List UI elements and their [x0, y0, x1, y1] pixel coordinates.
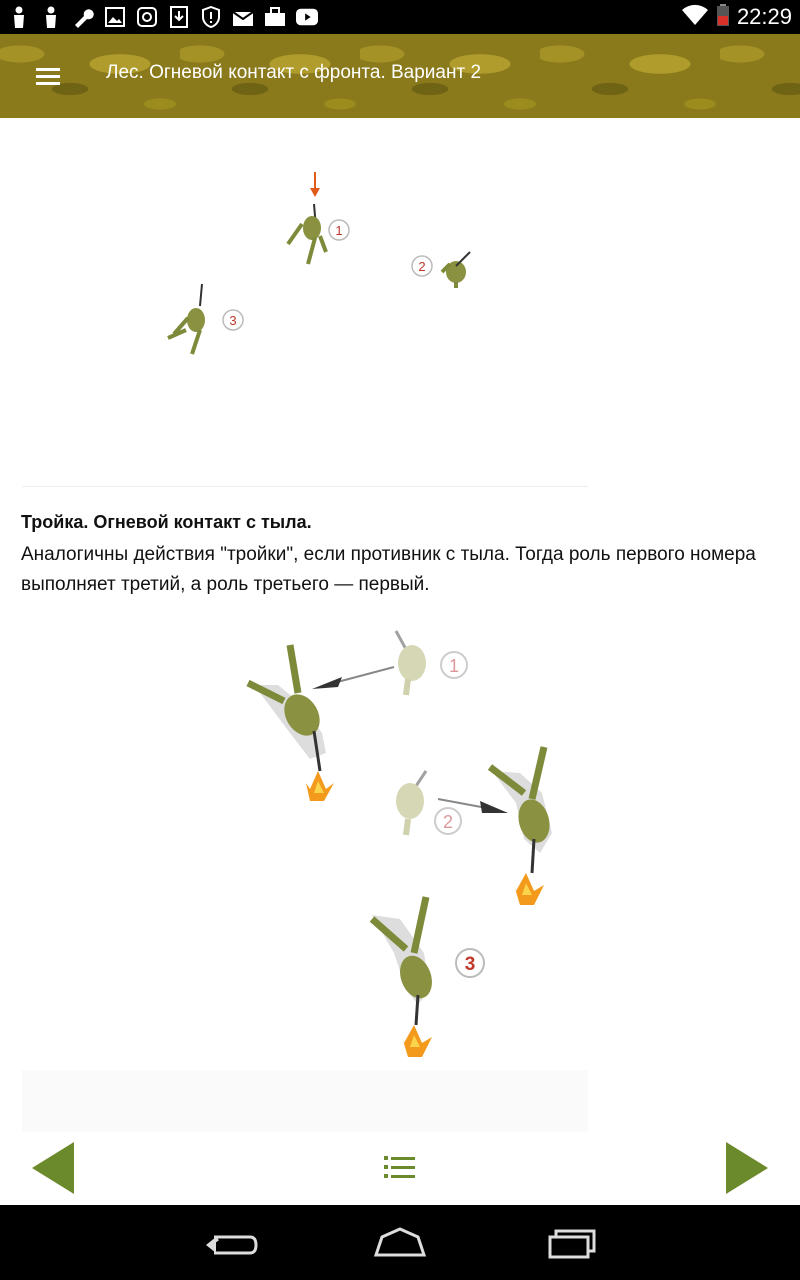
soldier-left	[248, 645, 334, 801]
section-body: Аналогичны действия "тройки", если противник с тыла. Тогда роль первого номера выполняет третий, а роль третьего — первый.	[21, 544, 756, 595]
briefcase-icon	[264, 6, 286, 28]
marker-2	[412, 256, 432, 276]
article-content	[0, 118, 800, 1140]
clock: 22:29	[736, 4, 792, 29]
soldier-2	[442, 252, 470, 288]
content-footer-box	[22, 1070, 588, 1132]
download-icon	[168, 6, 190, 28]
marker-3	[223, 310, 243, 330]
shield-icon	[200, 6, 222, 28]
section-title: Тройка. Огневой контакт с тыла.	[21, 512, 312, 532]
soldier-3	[372, 897, 438, 1057]
home-icon[interactable]	[370, 1225, 430, 1261]
soldier-1-faded	[396, 631, 426, 695]
recents-icon[interactable]	[542, 1225, 602, 1261]
svg-text:3: 3	[229, 313, 237, 328]
formation-diagram-front	[150, 168, 500, 468]
notification-icons	[8, 4, 328, 30]
svg-text:3: 3	[464, 954, 476, 975]
page-title: Лес. Огневой контакт с фронта. Вариант 2	[106, 62, 482, 83]
soldier-2-faded	[396, 771, 426, 835]
wrench-icon	[72, 6, 94, 28]
soldier-1	[288, 204, 326, 264]
arrow-left-icon[interactable]	[30, 1140, 76, 1196]
formation-diagram-rear	[230, 623, 590, 1063]
app-toolbar	[0, 34, 800, 118]
soldier-3	[168, 284, 205, 354]
svg-text:2: 2	[418, 259, 426, 274]
back-icon[interactable]	[200, 1225, 260, 1261]
arrow-right-icon[interactable]	[724, 1140, 770, 1196]
image-icon	[104, 6, 126, 28]
divider	[22, 486, 588, 487]
system-navigation-bar	[0, 1205, 800, 1280]
hamburger-icon[interactable]	[30, 60, 66, 92]
soldier-right	[490, 747, 554, 905]
list-icon[interactable]	[382, 1150, 418, 1186]
svg-text:2: 2	[442, 812, 454, 832]
person-icon	[8, 6, 30, 28]
youtube-icon	[296, 6, 318, 28]
status-right	[681, 0, 792, 34]
marker-1	[329, 220, 349, 240]
marker-1	[441, 652, 467, 678]
svg-text:1: 1	[448, 656, 460, 676]
instagram-icon	[136, 6, 158, 28]
battery-icon	[717, 4, 729, 30]
mail-icon	[232, 6, 254, 28]
svg-text:1: 1	[335, 223, 343, 238]
wifi-icon	[681, 4, 709, 30]
status-bar	[0, 0, 800, 34]
marker-3	[456, 949, 484, 977]
marker-2	[435, 808, 461, 834]
person-icon	[40, 6, 62, 28]
